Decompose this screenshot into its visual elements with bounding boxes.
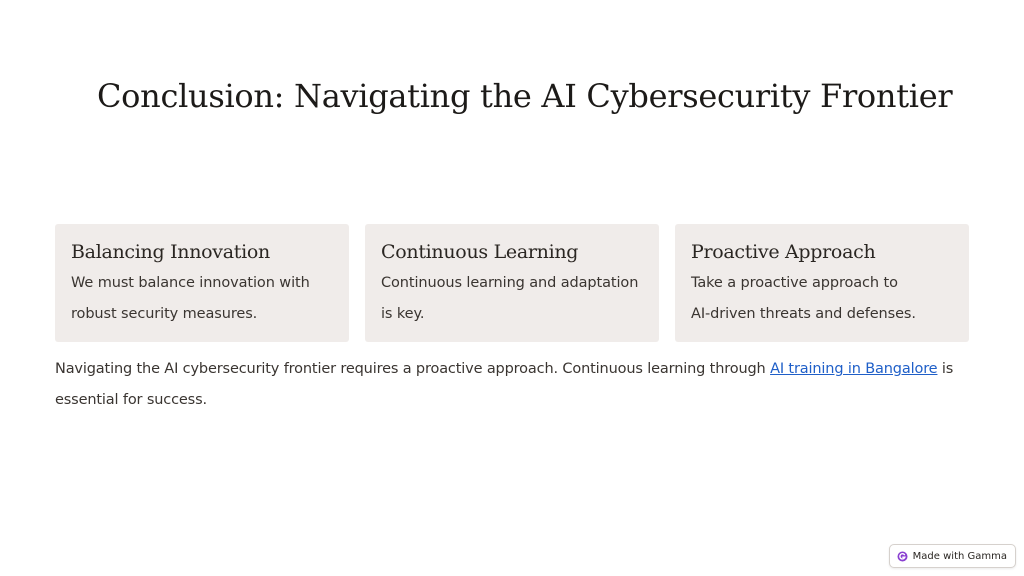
page-title: Conclusion: Navigating the AI Cybersecurity Frontier (97, 77, 953, 115)
card-text (691, 268, 953, 330)
made-with-gamma-badge[interactable] (889, 544, 1016, 568)
summary-paragraph (55, 354, 970, 416)
card-continuous-learning (365, 224, 659, 342)
card-title: Balancing Innovation (71, 241, 270, 263)
card-text-line: We must balance innovation with (71, 275, 310, 291)
card-text-line: robust security measures. (71, 306, 258, 322)
card-row (55, 224, 969, 342)
summary-text-end: is essential for success. (55, 361, 954, 408)
card-text (71, 268, 333, 330)
card-title: Proactive Approach (691, 241, 876, 263)
badge-label: Made with Gamma (912, 550, 1007, 562)
gamma-logo-icon (897, 551, 908, 562)
card-text-line: is key. (381, 306, 425, 322)
card-text-line: Continuous learning and adaptation (381, 275, 639, 291)
card-text-line: AI-driven threats and defenses. (691, 306, 916, 322)
card-proactive-approach (675, 224, 969, 342)
card-text-line: Take a proactive approach to (691, 275, 898, 291)
card-balancing-innovation (55, 224, 349, 342)
card-text (381, 268, 643, 330)
summary-text: Navigating the AI cybersecurity frontier requires a proactive approach. Continuous learning through (55, 361, 771, 377)
ai-training-bangalore-link[interactable]: AI training in Bangalore (770, 361, 938, 377)
card-title: Continuous Learning (381, 241, 579, 263)
